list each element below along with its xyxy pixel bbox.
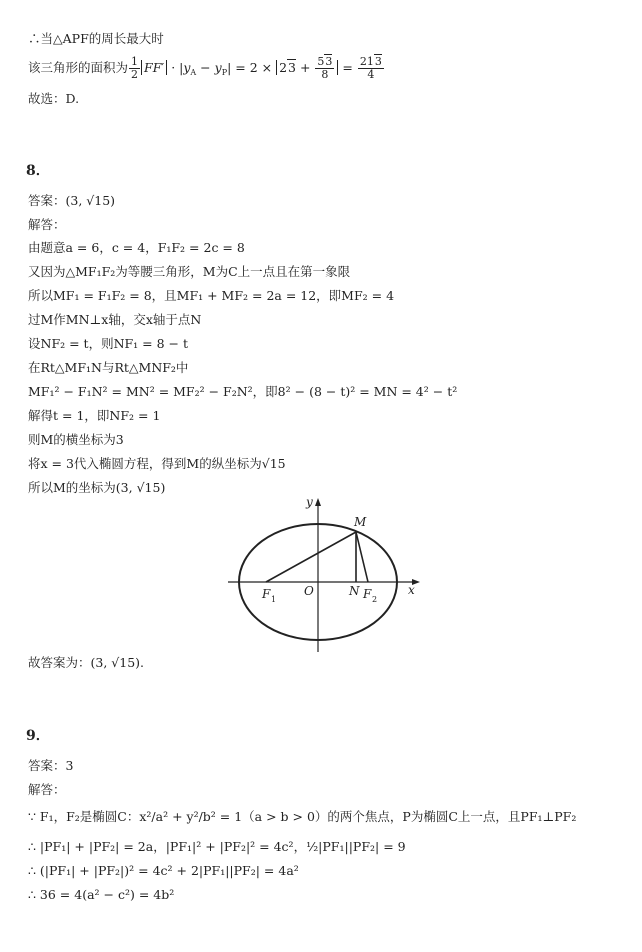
q9-line-0: ∵ F₁，F₂是椭圆C：x²/a² + y²/b² = 1（a > b > 0）的两个焦点，P为椭圆C上一点，且PF₁⊥PF₂ bbox=[28, 809, 577, 824]
y-axis-arrow bbox=[315, 498, 321, 506]
prev-line-1: ∴当△APF的周长最大时 bbox=[28, 31, 164, 46]
q8-line-6: MF₁² − F₁N² = MN² = MF₂² − F₂N²，即8² − (8 − t)² = MN = 4² − t² bbox=[28, 384, 458, 399]
q8-line-8: 则M的横坐标为3 bbox=[28, 432, 124, 447]
q9-line-1: ∴ |PF₁| + |PF₂| = 2a，|PF₁|² + |PF₂|² = 4c²，½|PF₁||PF₂| = 9 bbox=[28, 839, 406, 854]
question-9-number: 9． bbox=[26, 728, 50, 744]
segment-f1-m bbox=[266, 532, 356, 582]
ellipse-figure bbox=[226, 494, 426, 654]
label-m: M bbox=[354, 515, 367, 529]
label-n: N bbox=[349, 584, 360, 598]
q8-final: 故答案为：(3, √15). bbox=[28, 655, 144, 670]
question-8-number: 8． bbox=[26, 163, 50, 179]
q9-line-2: ∴ (|PF₁| + |PF₂|)² = 4c² + 2|PF₁||PF₂| = 4a² bbox=[28, 863, 299, 878]
q9-solution-label: 解答： bbox=[28, 782, 66, 797]
q8-line-10: 所以M的坐标为(3, √15) bbox=[28, 480, 166, 495]
q8-line-5: 在Rt△MF₁N与Rt△MNF₂中 bbox=[28, 360, 189, 375]
q8-answer: 答案：(3, √15) bbox=[28, 193, 116, 208]
prev-line-2: 该三角形的面积为 $\frac{1}{2}$ $FF' \cdot |y_A - y_P| = 2 \times 23$ + $\frac{53}{8}$ = $\frac{213}{4}$ bbox=[28, 55, 382, 81]
q8-line-9: 将x = 3代入椭圆方程，得到M的纵坐标为√15 bbox=[28, 456, 286, 471]
q8-solution-label: 解答： bbox=[28, 217, 66, 232]
segment-m-f2 bbox=[356, 532, 368, 582]
q8-line-0: 由题意a = 6，c = 4，F₁F₂ = 2c = 8 bbox=[28, 240, 245, 255]
prev-line-3: 故选：D. bbox=[28, 91, 80, 106]
label-f2-sub: 2 bbox=[372, 595, 378, 604]
q9-answer: 答案：3 bbox=[28, 758, 74, 773]
q9-line-3: ∴ 36 = 4(a² − c²) = 4b² bbox=[28, 887, 175, 902]
q8-line-3: 过M作MN⊥x轴，交x轴于点N bbox=[28, 312, 202, 327]
label-f1-sub: 1 bbox=[271, 595, 277, 604]
label-x: x bbox=[408, 583, 415, 597]
label-o: O bbox=[304, 584, 314, 598]
label-y: y bbox=[306, 495, 313, 509]
label-f2: F bbox=[363, 587, 372, 601]
q8-line-7: 解得t = 1，即NF₂ = 1 bbox=[28, 408, 161, 423]
q8-line-2: 所以MF₁ = F₁F₂ = 8，且MF₁ + MF₂ = 2a = 12，即MF₂ = 4 bbox=[28, 288, 395, 303]
q8-line-1: 又因为△MF₁F₂为等腰三角形，M为C上一点且在第一象限 bbox=[28, 264, 351, 279]
q8-line-4: 设NF₂ = t，则NF₁ = 8 − t bbox=[28, 336, 189, 351]
label-f1: F bbox=[262, 587, 271, 601]
